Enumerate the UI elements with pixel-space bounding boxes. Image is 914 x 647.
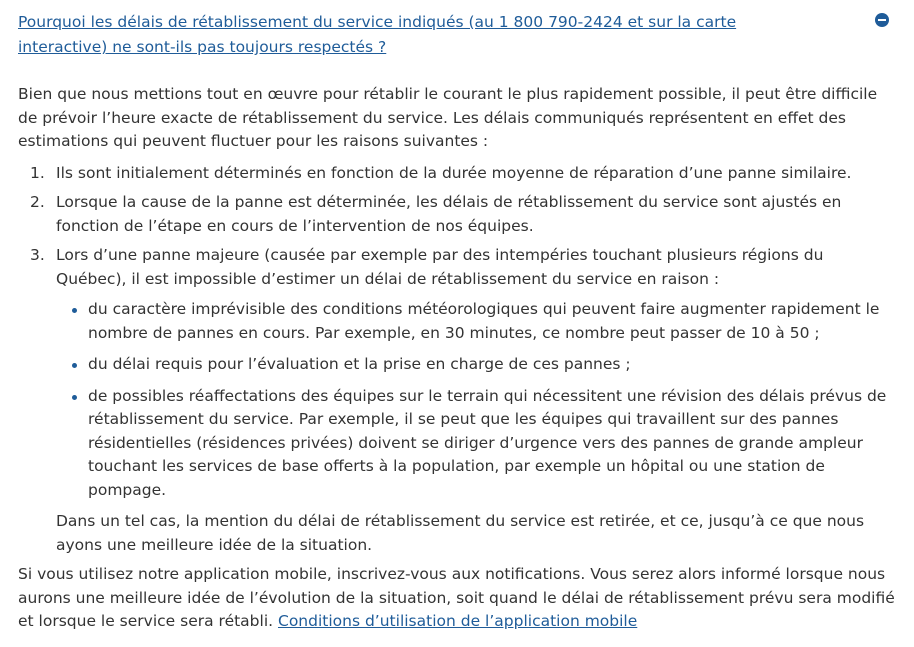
faq-question-link[interactable]: Pourquoi les délais de rétablissement du service indiqués (au 1 800 790-2424 et sur la carte interactive) ne sont-ils pas toujours respectés ? xyxy=(18,13,737,56)
closing-paragraph xyxy=(18,563,898,634)
reason-item xyxy=(30,244,898,557)
reason-text: Ils sont initialement déterminés en fonction de la durée moyenne de réparation d’une panne similaire. xyxy=(56,163,852,182)
reason-text: Lorsque la cause de la panne est déterminée, les délais de rétablissement du service sont ajustés en fonction de l’étape en cours de l’intervention de nos équipes. xyxy=(56,193,842,235)
minus-circle-icon[interactable] xyxy=(875,13,889,27)
answer-intro: Bien que nous mettions tout en œuvre pour rétablir le courant le plus rapidement possible, il peut être difficile de prévoir l’heure exacte de rétablissement du service. Les délais communiqués représentent en effet des estimations qui peuvent fluctuer pour les raisons suivantes : xyxy=(18,85,878,150)
reason-item xyxy=(30,191,898,238)
reason-item xyxy=(30,162,898,186)
reason-note: Dans un tel cas, la mention du délai de rétablissement du service est retirée, et ce, jusqu’à ce que nous ayons une meilleure idée de la situation. xyxy=(56,512,865,554)
reason-number: 2. xyxy=(30,193,45,211)
reason-number: 3. xyxy=(30,246,45,264)
faq-answer xyxy=(18,83,898,634)
sub-reason-item: du délai requis pour l’évaluation et la prise en charge de ces pannes ; xyxy=(88,353,898,377)
reasons-list xyxy=(18,162,898,558)
closing-text: Si vous utilisez notre application mobile, inscrivez-vous aux notifications. Vous serez alors informé lorsque nous aurons une meilleure idée de l’évolution de la situation, soit quand le délai de rétablissement prévu sera modifié et lorsque le service sera rétabli. xyxy=(18,565,895,630)
sub-reason-item: du caractère imprévisible des conditions météorologiques qui peuvent faire augmenter rapidement le nombre de pannes en cours. Par exemple, en 30 minutes, ce nombre peut passer de 10 à 50 ; xyxy=(88,298,898,345)
app-terms-link[interactable]: Conditions d’utilisation de l’application mobile xyxy=(278,612,638,630)
faq-item xyxy=(18,10,898,634)
reason-text: Lors d’une panne majeure (causée par exemple par des intempéries touchant plusieurs régions du Québec), il est impossible d’estimer un délai de rétablissement du service en raison : xyxy=(56,246,824,288)
reason-number: 1. xyxy=(30,163,45,182)
sub-reason-item: de possibles réaffectations des équipes sur le terrain qui nécessitent une révision des délais prévus de rétablissement du service. Par exemple, il se peut que les équipes qui travaillent sur des pannes résidentielles (résidences privées) doivent se diriger d’urgence vers des pannes de grande ampleur touchant les services de base offerts à la population, par exemple un hôpital ou une station de pompage. xyxy=(88,385,898,503)
sub-reasons-list xyxy=(56,298,898,502)
